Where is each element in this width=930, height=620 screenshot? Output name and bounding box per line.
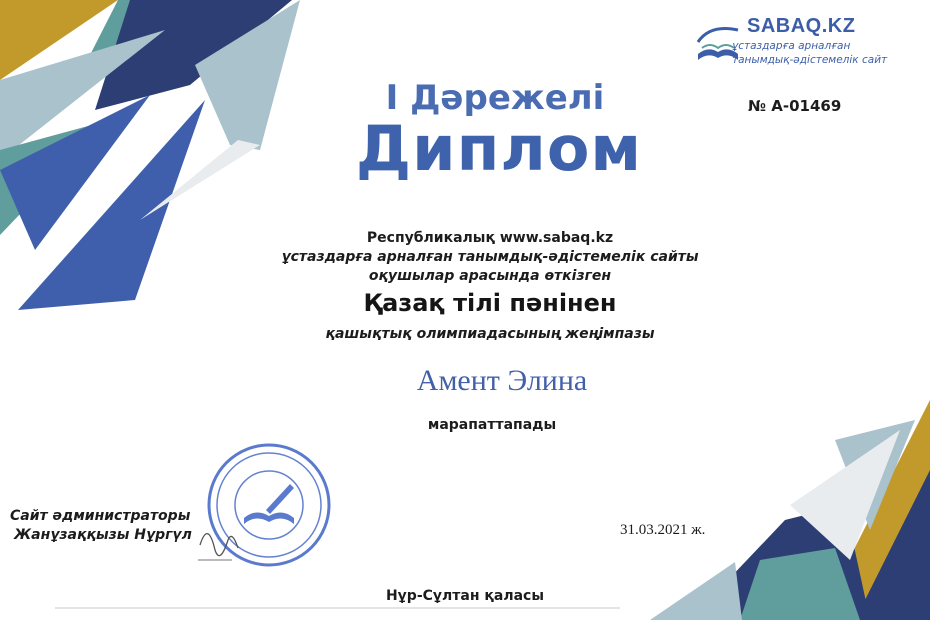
subject-title: Қазақ тілі пәнінен bbox=[363, 289, 617, 317]
admin-role: Сайт әдминистраторы bbox=[10, 508, 191, 524]
body-line-winner: қашықтық олимпиадасының жеңімпазы bbox=[325, 326, 655, 342]
diploma-title: Диплом bbox=[355, 112, 643, 185]
recipient-name: Амент Элина bbox=[416, 364, 588, 397]
diploma-number: № A-01469 bbox=[748, 97, 842, 115]
sabaq-logo bbox=[690, 12, 915, 72]
diploma-degree: I Дәрежелі bbox=[385, 78, 605, 118]
logo-subtitle-line2: танымдық-әдістемелік сайт bbox=[732, 54, 888, 66]
awarded-text: марапаттапады bbox=[427, 417, 557, 433]
logo-title: SABAQ.KZ bbox=[747, 15, 856, 37]
body-line-audience: оқушылар арасында өткізген bbox=[368, 268, 612, 284]
issue-date: 31.03.2021 ж. bbox=[620, 522, 706, 538]
city-name: Нұр-Сұлтан қаласы bbox=[385, 588, 545, 604]
logo-subtitle-line1: ұстаздарға арналған bbox=[732, 40, 851, 52]
body-line-organizer: Республикалық www.sabaq.kz bbox=[366, 230, 614, 246]
body-line-site: ұстаздарға арналған танымдық-әдістемелік сайты bbox=[281, 249, 699, 265]
admin-name: Жанұзаққызы Нұргүл bbox=[14, 527, 192, 543]
